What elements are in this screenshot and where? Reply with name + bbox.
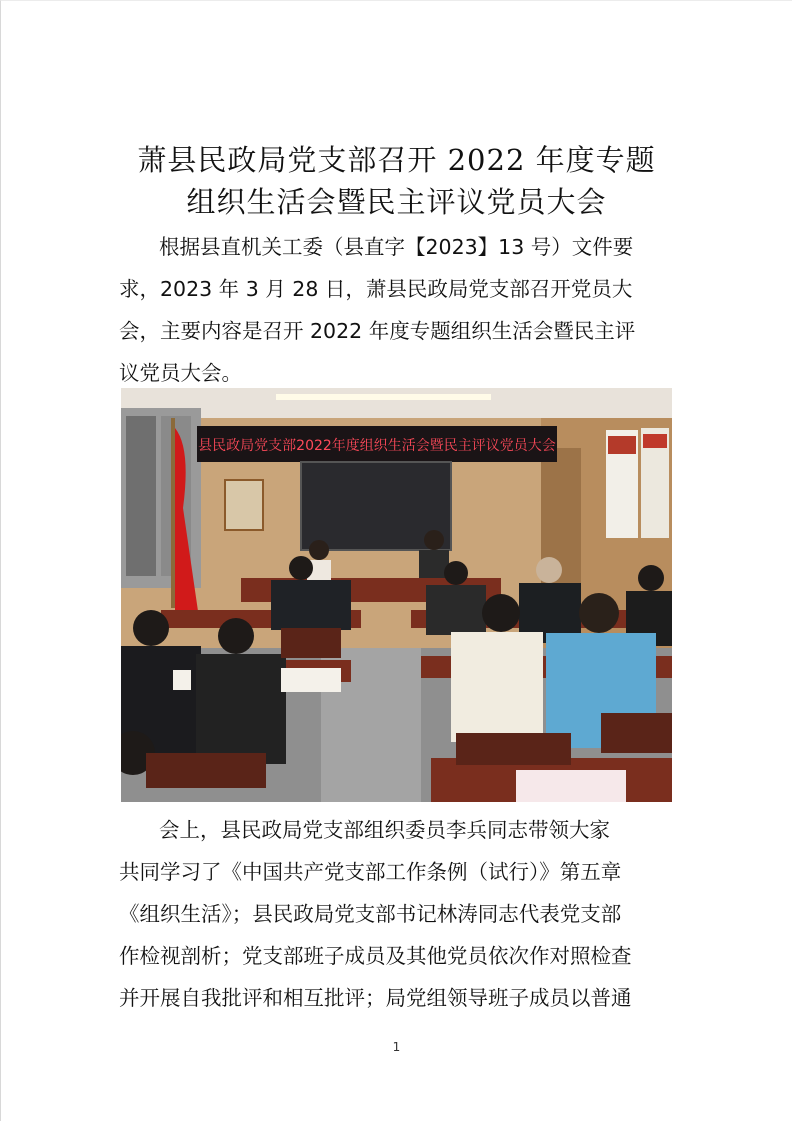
meeting-photo xyxy=(121,388,672,802)
paragraph-2-line: 并开展自我批评和相互批评；局党组领导班子成员以普通 xyxy=(119,986,632,1010)
paragraph-1-line: 根据县直机关工委（县直字【2023】13 号）文件要 xyxy=(159,235,634,259)
document-title-line-2: 组织生活会暨民主评议党员大会 xyxy=(186,185,607,219)
paragraph-1-line: 会，主要内容是召开 2022 年度专题组织生活会暨民主评 xyxy=(119,319,636,343)
paragraph-2-line: 共同学习了《中国共产党支部工作条例（试行）》第五章 xyxy=(119,860,622,884)
paragraph-2 xyxy=(119,809,675,1019)
paragraph-1-line: 求，2023 年 3 月 28 日，萧县民政局党支部召开党员大 xyxy=(119,277,633,301)
paragraph-1-line: 议党员大会。 xyxy=(119,361,242,385)
paragraph-2-line: 作检视剖析；党支部班子成员及其他党员依次作对照检查 xyxy=(119,944,632,968)
paragraph-2-line: 《组织生活》；县民政局党支部书记林涛同志代表党支部 xyxy=(119,902,622,926)
paragraph-1 xyxy=(119,226,675,394)
page-number: 1 xyxy=(392,1040,401,1054)
document-title-line-1: 萧县民政局党支部召开 2022 年度专题 xyxy=(137,143,656,177)
banner-text: 县民政局党支部2022年度组织生活会暨民主评议党员大会 xyxy=(198,438,556,454)
paragraph-2-line: 会上，县民政局党支部组织委员李兵同志带领大家 xyxy=(159,818,610,842)
